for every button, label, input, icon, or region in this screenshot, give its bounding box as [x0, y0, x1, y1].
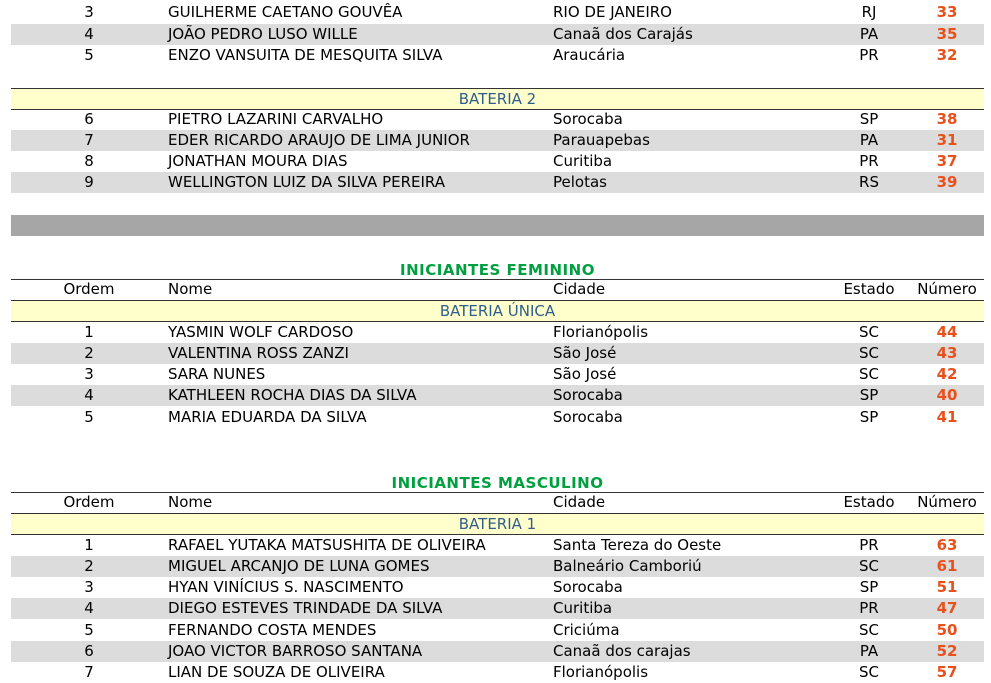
- header-numero: Número: [917, 280, 977, 298]
- nome-cell: JONATHAN MOURA DIAS: [168, 152, 348, 170]
- ordem-cell: 1: [84, 323, 94, 341]
- estado-cell: SP: [859, 578, 879, 596]
- cidade-cell: Criciúma: [553, 621, 620, 639]
- numero-cell: 37: [936, 152, 958, 170]
- nome-cell: VALENTINA ROSS ZANZI: [168, 344, 349, 362]
- header-cidade: Cidade: [553, 493, 606, 511]
- table-row: [11, 556, 984, 577]
- numero-cell: 50: [936, 621, 958, 639]
- nome-cell: DIEGO ESTEVES TRINDADE DA SILVA: [168, 599, 443, 617]
- estado-cell: PR: [859, 46, 879, 64]
- table-row: [11, 641, 984, 662]
- numero-cell: 31: [936, 131, 958, 149]
- bateria-label: BATERIA 2: [458, 90, 537, 108]
- bateria-label: BATERIA 1: [458, 515, 537, 533]
- numero-cell: 33: [936, 3, 958, 21]
- numero-cell: 32: [936, 46, 958, 64]
- nome-cell: SARA NUNES: [168, 365, 266, 383]
- ordem-cell: 6: [84, 110, 94, 128]
- nome-cell: PIETRO LAZARINI CARVALHO: [168, 110, 384, 128]
- nome-cell: WELLINGTON LUIZ DA SILVA PEREIRA: [168, 173, 445, 191]
- estado-cell: SC: [859, 621, 879, 639]
- ordem-cell: 4: [84, 599, 94, 617]
- cidade-cell: Curitiba: [553, 599, 613, 617]
- header-nome: Nome: [168, 493, 213, 511]
- cidade-cell: Florianópolis: [553, 663, 649, 681]
- cidade-cell: Florianópolis: [553, 323, 649, 341]
- ordem-cell: 3: [84, 578, 94, 596]
- estado-cell: RJ: [861, 3, 877, 21]
- numero-cell: 38: [936, 110, 958, 128]
- estado-cell: PA: [859, 131, 879, 149]
- ordem-cell: 7: [84, 663, 94, 681]
- estado-cell: SP: [859, 110, 879, 128]
- numero-cell: 35: [936, 25, 958, 43]
- table-row: [11, 151, 984, 172]
- header-ordem: Ordem: [63, 280, 115, 298]
- cidade-cell: Santa Tereza do Oeste: [553, 536, 722, 554]
- table-row: [11, 109, 984, 130]
- section-title-feminino: INICIANTES FEMININO: [400, 261, 595, 279]
- nome-cell: HYAN VINÍCIUS S. NASCIMENTO: [168, 578, 404, 596]
- table-row: [11, 364, 984, 385]
- ordem-cell: 4: [84, 25, 94, 43]
- nome-cell: MARIA EDUARDA DA SILVA: [168, 408, 367, 426]
- estado-cell: PA: [859, 642, 879, 660]
- header-estado: Estado: [843, 493, 895, 511]
- table-row: [11, 130, 984, 151]
- numero-cell: 44: [936, 323, 958, 341]
- table-row: [11, 407, 984, 428]
- numero-cell: 42: [936, 365, 958, 383]
- table-row: [11, 24, 984, 45]
- ordem-cell: 6: [84, 642, 94, 660]
- numero-cell: 47: [936, 599, 958, 617]
- nome-cell: JOÃO PEDRO LUSO WILLE: [168, 25, 358, 43]
- nome-cell: LIAN DE SOUZA DE OLIVEIRA: [168, 663, 385, 681]
- ordem-cell: 1: [84, 536, 94, 554]
- table-row: [11, 662, 984, 683]
- cidade-cell: Parauapebas: [553, 131, 650, 149]
- numero-cell: 57: [936, 663, 958, 681]
- table-row: [11, 45, 984, 66]
- numero-cell: 61: [936, 557, 958, 575]
- nome-cell: KATHLEEN ROCHA DIAS DA SILVA: [168, 386, 417, 404]
- table-row: [11, 172, 984, 193]
- cidade-cell: RIO DE JANEIRO: [553, 3, 672, 21]
- cidade-cell: São José: [553, 344, 617, 362]
- bateria-header: [11, 513, 984, 535]
- table-row: [11, 343, 984, 364]
- table-row: [11, 577, 984, 598]
- bateria-label: BATERIA ÚNICA: [439, 302, 556, 320]
- header-nome: Nome: [168, 280, 213, 298]
- estado-cell: SC: [859, 557, 879, 575]
- estado-cell: PA: [859, 25, 879, 43]
- table-row: [11, 598, 984, 619]
- header-numero: Número: [917, 493, 977, 511]
- estado-cell: RS: [859, 173, 879, 191]
- numero-cell: 51: [936, 578, 958, 596]
- table-header: [11, 492, 984, 513]
- nome-cell: YASMIN WOLF CARDOSO: [168, 323, 354, 341]
- ordem-cell: 7: [84, 131, 94, 149]
- numero-cell: 43: [936, 344, 958, 362]
- numero-cell: 40: [936, 386, 958, 404]
- cidade-cell: Balneário Camboriú: [553, 557, 702, 575]
- ordem-cell: 5: [84, 408, 94, 426]
- nome-cell: GUILHERME CAETANO GOUVÊA: [168, 3, 403, 21]
- estado-cell: SC: [859, 365, 879, 383]
- cidade-cell: Sorocaba: [553, 386, 623, 404]
- estado-cell: SP: [859, 386, 879, 404]
- ordem-cell: 4: [84, 386, 94, 404]
- cidade-cell: Canaã dos carajas: [553, 642, 691, 660]
- table-row: [11, 322, 984, 343]
- ordem-cell: 8: [84, 152, 94, 170]
- table-row: [11, 2, 984, 23]
- table-row: [11, 385, 984, 406]
- ordem-cell: 5: [84, 621, 94, 639]
- bateria-header: [11, 300, 984, 322]
- cidade-cell: Sorocaba: [553, 408, 623, 426]
- cidade-cell: Curitiba: [553, 152, 613, 170]
- ordem-cell: 2: [84, 344, 94, 362]
- cidade-cell: São José: [553, 365, 617, 383]
- estado-cell: PR: [859, 152, 879, 170]
- ordem-cell: 9: [84, 173, 94, 191]
- section-title-masculino: INICIANTES MASCULINO: [391, 474, 604, 492]
- header-estado: Estado: [843, 280, 895, 298]
- table-row: [11, 535, 984, 556]
- numero-cell: 52: [936, 642, 958, 660]
- section-divider: [11, 215, 984, 236]
- nome-cell: ENZO VANSUITA DE MESQUITA SILVA: [168, 46, 443, 64]
- cidade-cell: Canaã dos Carajás: [553, 25, 693, 43]
- header-ordem: Ordem: [63, 493, 115, 511]
- numero-cell: 39: [936, 173, 958, 191]
- estado-cell: SP: [859, 408, 879, 426]
- estado-cell: SC: [859, 663, 879, 681]
- estado-cell: PR: [859, 536, 879, 554]
- cidade-cell: Sorocaba: [553, 110, 623, 128]
- numero-cell: 63: [936, 536, 958, 554]
- bateria-header: [11, 88, 984, 110]
- ordem-cell: 3: [84, 365, 94, 383]
- nome-cell: FERNANDO COSTA MENDES: [168, 621, 377, 639]
- table-row: [11, 620, 984, 641]
- estado-cell: SC: [859, 344, 879, 362]
- numero-cell: 41: [936, 408, 958, 426]
- header-cidade: Cidade: [553, 280, 606, 298]
- estado-cell: SC: [859, 323, 879, 341]
- table-header: [11, 279, 984, 300]
- ordem-cell: 3: [84, 3, 94, 21]
- nome-cell: MIGUEL ARCANJO DE LUNA GOMES: [168, 557, 430, 575]
- cidade-cell: Pelotas: [553, 173, 607, 191]
- nome-cell: EDER RICARDO ARAUJO DE LIMA JUNIOR: [168, 131, 470, 149]
- estado-cell: PR: [859, 599, 879, 617]
- cidade-cell: Araucária: [553, 46, 626, 64]
- ordem-cell: 5: [84, 46, 94, 64]
- ordem-cell: 2: [84, 557, 94, 575]
- nome-cell: RAFAEL YUTAKA MATSUSHITA DE OLIVEIRA: [168, 536, 486, 554]
- nome-cell: JOAO VICTOR BARROSO SANTANA: [168, 642, 423, 660]
- cidade-cell: Sorocaba: [553, 578, 623, 596]
